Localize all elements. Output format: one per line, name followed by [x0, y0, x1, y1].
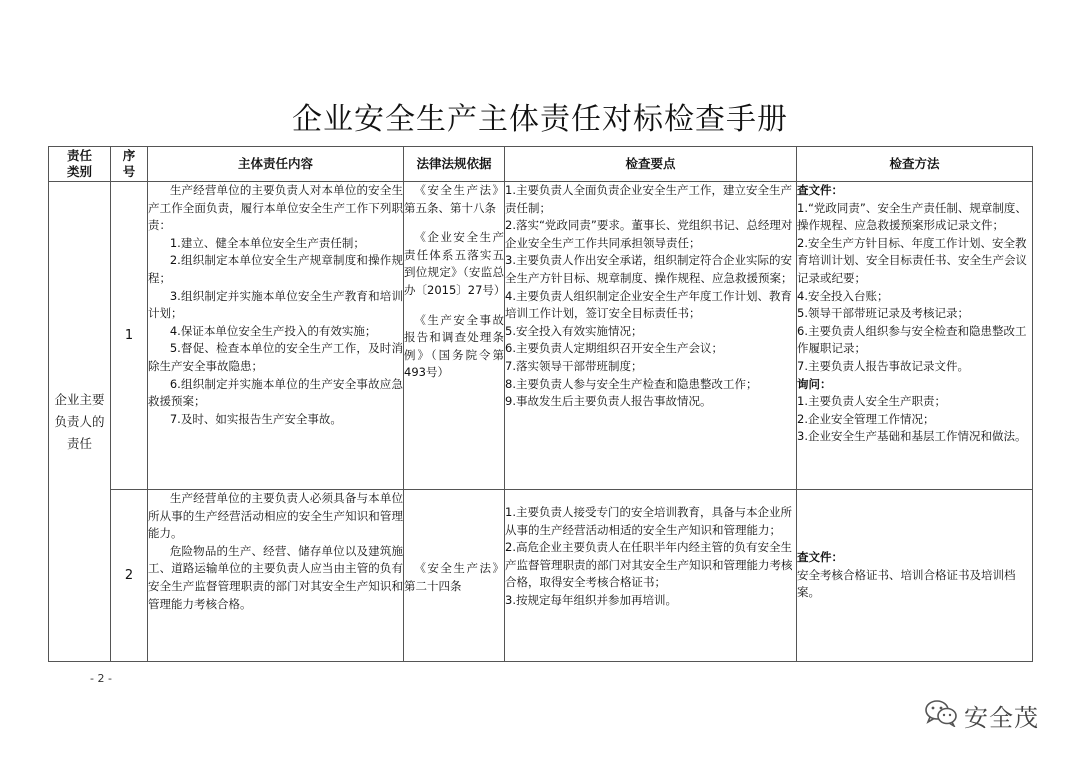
responsibility-table	[48, 146, 1033, 662]
method-line: 4.安全投入台账；	[797, 288, 889, 303]
seq-cell: 2	[111, 490, 148, 662]
method-docs-title: 查文件：	[797, 550, 843, 565]
method-line: 5.领导干部带班记录及考核记录；	[797, 306, 969, 321]
point-line: 3.主要负责人作出安全承诺，组织制定符合企业实际的安全生产方针目标、规章制度、操作规程、应急救援预案；	[505, 253, 793, 285]
content-line: 7.及时、如实报告生产安全事故。	[169, 411, 342, 426]
method-line: 1.“党政同责”、安全生产责任制、规章制度、操作规程、应急救援预案形成记录文件；	[797, 200, 1027, 233]
method-docs-title: 查文件：	[797, 183, 843, 197]
point-line: 1.主要负责人接受专门的安全培训教育，具备与本企业所从事的生产经营活动相适的安全生产知识和管理能力；	[505, 505, 792, 537]
document-title: 企业安全生产主体责任对标检查手册	[292, 102, 788, 137]
method-line: 安全考核合格证书、培训合格证书及培训档案。	[797, 567, 1016, 600]
law-line: 《企业安全生产责任体系五落实五到位规定》（安监总办〔2015〕27号）	[404, 230, 506, 297]
method-cell	[797, 490, 1033, 662]
watermark-text: 安全茂	[964, 703, 1039, 732]
page-number: - 2 -	[90, 672, 112, 685]
point-line: 1.主要负责人全面负责企业安全生产工作，建立安全生产责任制；	[505, 183, 792, 215]
method-ask-title: 询问：	[797, 376, 832, 391]
point-line: 9.事故发生后主要负责人报告事故情况。	[505, 394, 712, 409]
points-cell	[505, 182, 797, 490]
category-label: 企业主要负责人的责任	[54, 391, 105, 451]
content-line: 5.督促、检查本单位的安全生产工作，及时消除生产安全事故隐患；	[148, 341, 403, 373]
header-seq	[111, 147, 148, 182]
table-row	[49, 182, 1033, 490]
category-cell	[49, 182, 111, 662]
table-row	[49, 490, 1033, 662]
content-cell	[148, 182, 404, 490]
content-line: 生产经营单位的主要负责人必须具备与本单位所从事的生产经营活动相应的安全生产知识和管理能力。	[148, 491, 403, 541]
header-points: 检查要点	[505, 147, 797, 182]
content-line: 6.组织制定并实施本单位的生产安全事故应急救援预案；	[148, 376, 403, 409]
law-line: 《生产安全事故报告和调查处理条例》（国务院令第 493号）	[404, 312, 504, 380]
header-category-label: 责任类别	[66, 148, 92, 179]
method-line: 2.企业安全管理工作情况；	[797, 411, 935, 426]
method-line: 3.企业安全生产基础和基层工作情况和做法。	[797, 429, 1027, 444]
method-line: 2.安全生产方针目标、年度工作计划、安全教育培训计划、安全目标责任书、安全生产会议记录或纪要；	[797, 235, 1027, 285]
header-category	[49, 147, 111, 182]
point-line: 4.主要负责人组织制定企业安全生产年度工作计划、教育培训工作计划，签订安全目标责任书；	[505, 288, 792, 321]
watermark	[924, 700, 1039, 730]
content-line: 1.建立、健全本单位安全生产责任制；	[169, 235, 365, 250]
point-line: 6.主要负责人定期组织召开安全生产会议；	[505, 341, 723, 356]
method-line: 7.主要负责人报告事故记录文件。	[797, 358, 969, 373]
wechat-icon	[924, 699, 958, 731]
header-method: 检查方法	[797, 147, 1033, 182]
method-cell	[797, 182, 1033, 490]
header-seq-label: 序号	[122, 148, 136, 179]
law-line: 《安全生产法》第二十四条	[404, 560, 504, 593]
table-header-row	[49, 147, 1033, 182]
method-line: 6.主要负责人组织参与安全检查和隐患整改工作履职记录；	[797, 323, 1027, 356]
content-line: 4.保证本单位安全生产投入的有效实施；	[169, 323, 377, 338]
content-cell	[148, 490, 404, 662]
content-line: 3.组织制定并实施本单位安全生产教育和培训计划；	[148, 288, 403, 321]
law-cell	[404, 490, 505, 662]
content-line: 2.组织制定本单位安全生产规章制度和操作规程；	[148, 253, 403, 285]
point-line: 2.高危企业主要负责人在任职半年内经主管的负有安全生产监督管理职责的部门对其安全生产知识和管理能力考核合格，取得安全考核合格证书；	[505, 540, 793, 590]
law-line: 《安全生产法》第五条、第十八条	[404, 183, 504, 215]
points-cell	[505, 490, 797, 662]
header-content: 主体责任内容	[148, 147, 404, 182]
point-line: 5.安全投入有效实施情况；	[505, 323, 643, 338]
method-line: 1.主要负责人安全生产职责；	[797, 394, 946, 409]
point-line: 8.主要负责人参与安全生产检查和隐患整改工作；	[505, 376, 758, 391]
law-cell	[404, 182, 505, 490]
seq-cell: 1	[111, 182, 148, 490]
header-law: 法律法规依据	[404, 147, 505, 182]
point-line: 2.落实“党政同责”要求。董事长、党组织书记、总经理对企业安全生产工作共同承担领导责任；	[505, 218, 793, 250]
point-line: 3.按规定每年组织并参加再培训。	[505, 592, 677, 607]
content-line: 生产经营单位的主要负责人对本单位的安全生产工作全面负责，履行本单位安全生产工作下列职责：	[148, 183, 403, 233]
content-line: 危险物品的生产、经营、储存单位以及建筑施工、道路运输单位的主要负责人应当由主管的负有安全生产监督管理职责的部门对其安全生产知识和管理能力考核合格。	[148, 543, 403, 611]
point-line: 7.落实领导干部带班制度；	[505, 358, 643, 373]
